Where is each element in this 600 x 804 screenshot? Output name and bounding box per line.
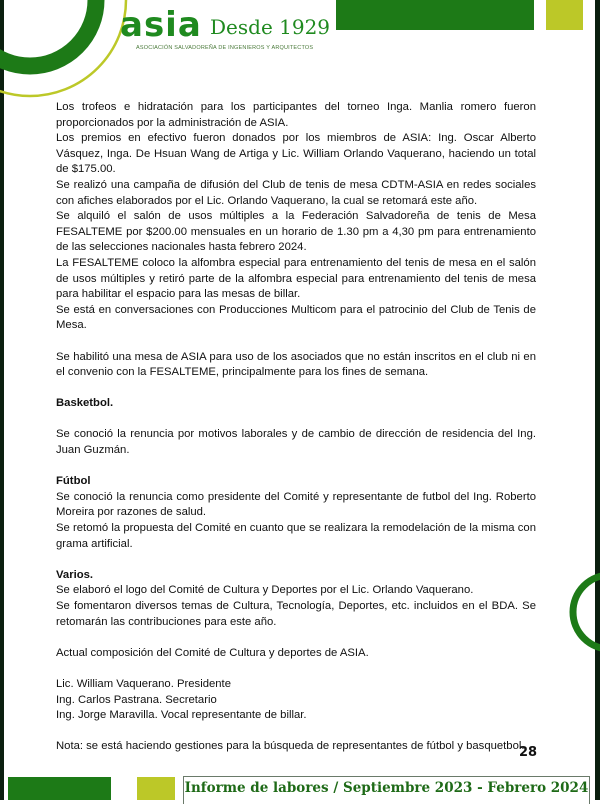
section-heading-varios: Varios. bbox=[56, 568, 94, 581]
section-heading-futbol: Fútbol bbox=[56, 475, 91, 488]
paragraph: Se elaboró el logo del Comité de Cultura y Deportes por el Lic. Orlando Vaquerano. bbox=[56, 584, 474, 597]
member-item: Ing. Jorge Maravilla. Vocal representante de billar. bbox=[56, 709, 307, 722]
paragraph: La FESALTEME coloco la alfombra especial para entrenamiento del tenis de mesa en el salón de usos múltiples y retiró parte de la alfombra especial para entrenamiento del tenis de mesa para habilitar el espacio para las mesas de billar. bbox=[56, 256, 536, 301]
paragraph: Se fomentaron diversos temas de Cultura, Tecnología, Deportes, etc. incluidos en el BDA. Se retomarán las contribuciones para este año. bbox=[56, 600, 536, 628]
paragraph: Se retomó la propuesta del Comité en cuanto que se realizara la remodelación de la misma con grama artificial. bbox=[56, 522, 536, 550]
paragraph: Se está en conversaciones con Producciones Multicom para el patrocinio del Club de Tenis de Mesa. bbox=[56, 303, 536, 332]
paragraph: Los trofeos e hidratación para los participantes del torneo Inga. Manlia romero fueron proporcionados por la administración de ASIA. bbox=[56, 101, 536, 129]
logo-tagline: Desde 1929 bbox=[210, 15, 331, 39]
logo-word: asia bbox=[120, 5, 202, 45]
member-item: Ing. Carlos Pastrana. Secretario bbox=[56, 693, 217, 706]
paragraph: Los premios en efectivo fueron donados por los miembros de ASIA: Ing. Oscar Alberto Vásquez, Inga. De Hsuan Wang de Artiga y Lic. William Orlando Vaquerano, haciendo un total de $175.00. bbox=[56, 132, 536, 176]
top-left-green-arc bbox=[0, 0, 96, 66]
paragraph: Se habilitó una mesa de ASIA para uso de los asociados que no están inscritos en el club ni en el convenio con la FESALTEME, principalmente para los fines de semana. bbox=[56, 350, 536, 379]
paragraph: Se realizó una campaña de difusión del Club de tenis de mesa CDTM-ASIA en redes sociales con afiches elaborados por el Lic. Orlando Vaquerano, la cual se retomará este año. bbox=[56, 178, 536, 207]
header-dark-bar bbox=[336, 0, 534, 30]
document-body bbox=[56, 100, 536, 755]
note-paragraph: Nota: se está haciendo gestiones para la búsqueda de representantes de fútbol y basquetbol. bbox=[56, 740, 525, 753]
footer-dark-bar bbox=[8, 777, 111, 800]
header-lime-bar bbox=[546, 0, 583, 30]
right-green-arc bbox=[573, 575, 600, 649]
page-number: 28 bbox=[519, 745, 538, 760]
footer-lime-bar bbox=[137, 777, 175, 800]
paragraph: Actual composición del Comité de Cultura y deportes de ASIA. bbox=[56, 646, 369, 659]
paragraph: Se conoció la renuncia por motivos laborales y de cambio de dirección de residencia del Ing. Juan Guzmán. bbox=[56, 428, 536, 457]
section-heading-basketbol: Basketbol. bbox=[56, 397, 114, 410]
member-item: Lic. William Vaquerano. Presidente bbox=[56, 677, 231, 690]
logo-subtitle: ASOCIACIÓN SALVADOREÑA DE INGENIEROS Y ARQUITECTOS bbox=[136, 45, 314, 51]
paragraph: Se alquiló el salón de usos múltiples a la Federación Salvadoreña de tenis de Mesa FESALTEME por $200.00 mensuales en un horario de 1.30 pm a 4,30 pm para entrenamiento de las selecciones nacionales hasta febrero 2024. bbox=[56, 210, 536, 254]
footer-report-title: Informe de labores / Septiembre 2023 - Febrero 2024 bbox=[184, 780, 589, 796]
paragraph: Se conoció la renuncia como presidente del Comité y representante de futbol del Ing. Roberto Moreira por razones de salud. bbox=[56, 490, 536, 519]
